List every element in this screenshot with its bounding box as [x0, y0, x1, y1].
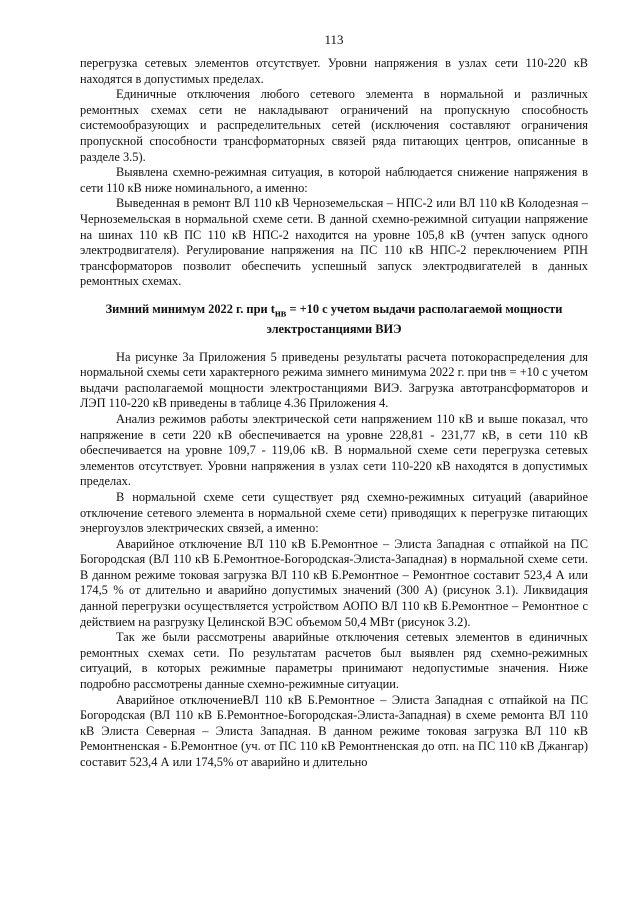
heading-part2: = +10 с учетом выдачи располагаемой мощности электростанциями ВИЭ: [266, 301, 563, 336]
heading-subscript: нв: [274, 308, 287, 320]
paragraph-normal-scheme: В нормальной схеме сети существует ряд схемно-режимных ситуаций (аварийное отключение сетевого элемента в нормальной схеме сети) приводящих к перегрузке питающих энергоузлов электрических связей, а именно:: [80, 489, 588, 536]
paragraph-single-outages: Единичные отключения любого сетевого элемента в нормальной и различных ремонтных схемах сети не накладывают ограничений на пропускную способность системообразующих и распределительных сетей (исключения составляют ограничения пропускной способности трансформаторных связей ряда питающих центров, описанные в разделе 3.5).: [80, 87, 588, 164]
document-page: [80, 32, 588, 771]
paragraph-repair-schemes: Так же были рассмотрены аварийные отключения сетевых элементов в единичных ремонтных схемах сети. По результатам расчетов был выявлен ряд схемно-режимных ситуаций, в которых режимные параметры принимают недопустимые значения. Ниже подробно рассмотрены данные схемно-режимные ситуации.: [80, 630, 588, 692]
page-number: 113: [324, 32, 344, 47]
heading-part1: Зимний минимум 2022 г. при t: [105, 301, 275, 316]
section-heading: [80, 302, 588, 338]
paragraph-continuation: перегрузка сетевых элементов отсутствует. Уровни напряжения в узлах сети 110-220 кВ находятся в допустимых пределах.: [80, 56, 588, 86]
paragraph-mode-analysis: Анализ режимов работы электрической сети напряжением 110 кВ и выше показал, что напряжение в сети 220 кВ обеспечивается на уровне 228,81 - 231,77 кВ, в сети 110 кВ обеспечивается на уровне 109,7 - 119,06 кВ. В нормальной схеме сети перегрузка сетевых элементов отсутствует. Уровни напряжения в узлах сети 110-220 кВ находятся в допустимых пределах.: [80, 411, 588, 489]
paragraph-repair-case: Выведенная в ремонт ВЛ 110 кВ Черноземельская – НПС-2 или ВЛ 110 кВ Колодезная – Черноземельская в нормальной схеме сети. В данной схемно-режимной ситуации напряжение на шинах 110 кВ ПС 110 кВ НПС-2 находится на уровне 105,8 кВ (учтен запуск одного электродвигателя). Регулирование напряжения на ПС 110 кВ НПС-2 переключением РПН трансформаторов позволит обеспечить успешный запуск электродвигателей в данных ремонтных схемах.: [80, 196, 588, 289]
paragraph-emergency-outage: Аварийное отключение ВЛ 110 кВ Б.Ремонтное – Элиста Западная с отпайкой на ПС Богородская (ВЛ 110 кВ Б.Ремонтное-Богородская-Элиста-Западная) в нормальной схеме сети. В данном режиме токовая загрузка ВЛ 110 кВ Б.Ремонтное – Ремонтное составит 523,4 А или 174,5 % от длительно и аварийно допустимых значений (300 А) (рисунок 3.1). Ликвидация данной перегрузки осуществляется устройством АОПО ВЛ 110 кВ Б.Ремонтное – Ремонтное с действием на разгрузку Целинской ВЭС объемом 50,4 МВт (рисунок 3.2).: [80, 536, 588, 629]
paragraph-voltage-drop-intro: Выявлена схемно-режимная ситуация, в которой наблюдается снижение напряжения в сети 110 кВ ниже номинального, а именно:: [80, 165, 588, 195]
paragraph-figure-reference: На рисунке 3а Приложения 5 приведены результаты расчета потокораспределения для нормальной схемы сети характерного режима зимнего минимума 2022 г. при tнв = +10 с учетом выдачи располагаемой мощности электростанциями ВИЭ. Загрузка автотрансформаторов и ЛЭП 110-220 кВ приведены в таблице 4.36 Приложения 4.: [80, 349, 588, 411]
paragraph-emergency-outage-repair: Аварийное отключениеВЛ 110 кВ Б.Ремонтное – Элиста Западная с отпайкой на ПС Богородская (ВЛ 110 кВ Б.Ремонтное-Богородская-Элиста-Западная) в схеме ремонта ВЛ 110 кВ Элиста Северная – Элиста Западная. В данном режиме токовая загрузка ВЛ 110 кВ Ремонтненская - Б.Ремонтное (уч. от ПС 110 кВ Ремонтненская до отп. на ПС 110 кВ Джангар) составит 523,4 А или 174,5% от аварийно и длительно: [80, 692, 588, 769]
